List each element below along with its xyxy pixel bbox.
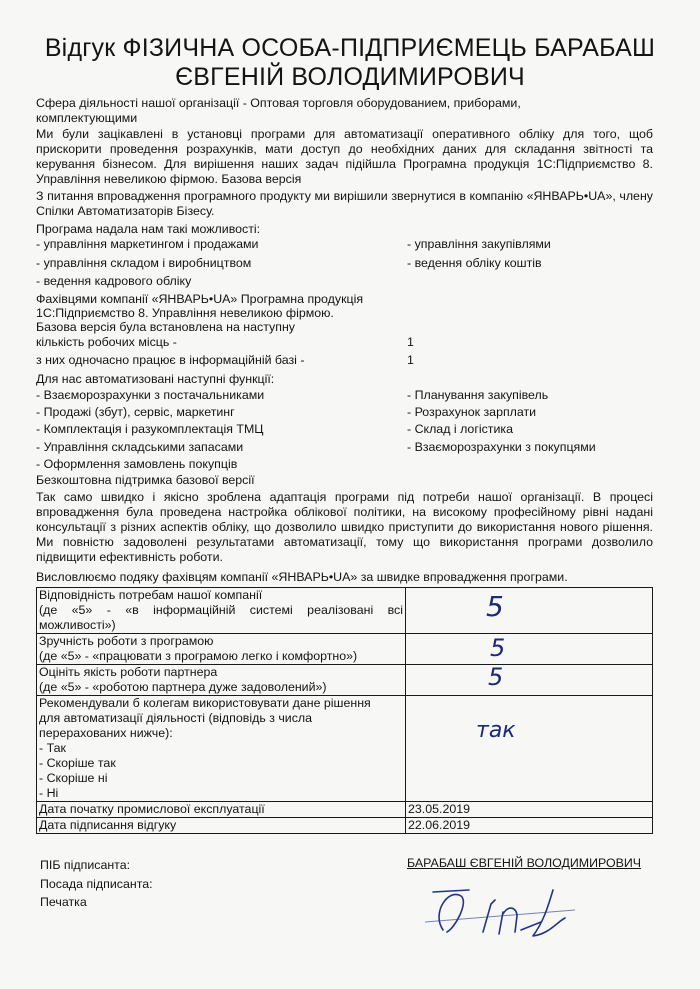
question-text: Рекомендували б колегам використовувати дане рішення <box>39 696 371 710</box>
answer-option: - Скоріше так <box>39 756 116 770</box>
function-item: - Взаєморозрахунки з постачальниками <box>36 388 265 402</box>
title-line-1: Відгук ФІЗИЧНА ОСОБА-ПІДПРИЄМЕЦЬ БАРАБАШ <box>44 34 656 62</box>
sphere-line-1: Сфера діяльності нашої організації - Оптовая торговля оборудованием, приборами, <box>36 96 521 110</box>
rating-answer-cell <box>406 588 653 634</box>
handwritten-rating: 5 <box>486 590 504 623</box>
rating-question <box>37 665 406 696</box>
question-text: (де «5» - «працювати з програмою легко і комфортно») <box>39 649 358 663</box>
signatory-name-label: ПІБ підписанта: <box>40 858 131 872</box>
install-line-3: Базова версія була встановлена на наступну <box>36 320 295 334</box>
adaptation-paragraph: Так само швидко і якісно зроблена адаптація програми під потреби нашої організації. В процесі впровадження була проведена настройка облікової політики, на високому професійному рівні надані консультації з різних аспектів обліку, що дозволило швидко приступити до використання нового рішення. Ми повністю задоволені результатами автоматизації, тому що використання програми дозволило підвищити ефективність роботи. <box>36 490 653 564</box>
question-text: (де «5» - «в інформаційній системі реалізовані всі <box>39 603 403 617</box>
answer-option: - Так <box>39 741 66 755</box>
rating-question <box>37 696 406 802</box>
handwritten-rating: 5 <box>488 663 504 691</box>
function-item: - Управління складськими запасами <box>36 440 244 454</box>
handwritten-signature <box>425 882 585 942</box>
possibility-item: - ведення обліку коштів <box>407 256 542 270</box>
contact-paragraph: З питання впровадження програмного продукту ми вирішили звернутися в компанію «ЯНВАРЬ•UA», члену Спілки Автоматизаторів Бізесу. <box>36 189 653 218</box>
rating-question <box>37 588 406 634</box>
function-item: - Розрахунок зарплати <box>407 405 537 419</box>
table-row <box>37 818 653 834</box>
question-text: Зручність роботи з програмою <box>39 634 214 648</box>
workplaces-value: 1 <box>407 335 414 349</box>
signatory-position-label: Посада підписанта: <box>40 877 153 891</box>
rating-answer-cell <box>406 665 653 696</box>
thanks-line: Висловлюємо подяку фахівцям компанії «ЯНВАРЬ•UA» за швидке впровадження програми. <box>36 570 568 584</box>
rating-question <box>37 634 406 665</box>
support-line: Безкоштовна підтримка базової версії <box>36 473 255 487</box>
rating-answer-cell <box>406 634 653 665</box>
title-line-2: ЄВГЕНІЙ ВОЛОДИМИРОВИЧ <box>175 63 525 91</box>
table-row <box>37 696 653 802</box>
question-text: для автоматизації діяльності (відповідь з числа <box>39 711 313 725</box>
simultaneous-value: 1 <box>407 353 414 367</box>
question-text: перерахованих нижче): <box>39 726 173 740</box>
rating-table <box>36 587 653 834</box>
question-text: можливості») <box>39 618 116 632</box>
function-item: - Планування закупівель <box>407 388 549 402</box>
function-item: - Оформлення замовлень покупців <box>36 457 238 471</box>
functions-heading: Для нас автоматизовані наступні функції: <box>36 372 275 386</box>
table-row <box>37 634 653 665</box>
document-title <box>40 34 660 92</box>
possibility-item: - ведення кадрового обліку <box>36 274 192 288</box>
stamp-label: Печатка <box>40 895 87 909</box>
answer-option: - Ні <box>39 786 59 800</box>
possibility-item: - управління складом і виробництвом <box>36 256 252 270</box>
simultaneous-label: з них одночасно працює в інформаційній базі - <box>36 353 305 367</box>
function-item: - Склад і логістика <box>407 422 513 436</box>
answer-option: - Скоріше ні <box>39 771 108 785</box>
date-value: 22.06.2019 <box>406 818 653 834</box>
possibilities-heading: Програма надала нам такі можливості: <box>36 222 261 236</box>
workplaces-label: кількість робочих місць - <box>36 335 177 349</box>
intro-paragraph: Ми були зацікавлені в установці програми для автоматизації оперативного обліку для того, щоб прискорити проведення розрахунків, мати доступ до необхідних даних для складання звітності та керування бізнесом. Для вирішення наших задач підійшла Програмна продукція 1С:Підприємство 8. Управління невеликою фірмою. Базова версія <box>36 127 653 186</box>
table-row <box>37 802 653 818</box>
table-row <box>37 665 653 696</box>
possibility-item: - управління закупівлями <box>407 237 551 251</box>
signatory-name: БАРАБАШ ЄВГЕНІЙ ВОЛОДИМИРОВИЧ <box>407 856 642 870</box>
function-item: - Взаєморозрахунки з покупцями <box>407 440 596 454</box>
date-label: Дата початку промислової експлуатації <box>37 802 406 818</box>
function-item: - Комплектація і разукомплектація ТМЦ <box>36 422 264 436</box>
function-item: - Продажі (збут), сервіс, маркетинг <box>36 405 235 419</box>
question-text: (де «5» - «роботою партнера дуже задоволений») <box>39 680 327 694</box>
sphere-line-2: комплектующими <box>36 111 138 125</box>
install-line-2: 1С:Підприємство 8. Управління невеликою фірмою. <box>36 306 334 320</box>
possibility-item: - управління маркетингом і продажами <box>36 237 259 251</box>
rating-answer-cell <box>406 696 653 802</box>
date-label: Дата підписання відгуку <box>37 818 406 834</box>
table-row <box>37 588 653 634</box>
handwritten-answer: так <box>476 718 516 743</box>
date-value: 23.05.2019 <box>406 802 653 818</box>
handwritten-rating: 5 <box>490 634 506 662</box>
install-line-1: Фахівцями компанії «ЯНВАРЬ•UA» Програмна продукція <box>36 292 364 306</box>
question-text: Оцініть якість роботи партнера <box>39 665 218 679</box>
question-text: Відповідність потребам нашої компанії <box>39 588 263 602</box>
